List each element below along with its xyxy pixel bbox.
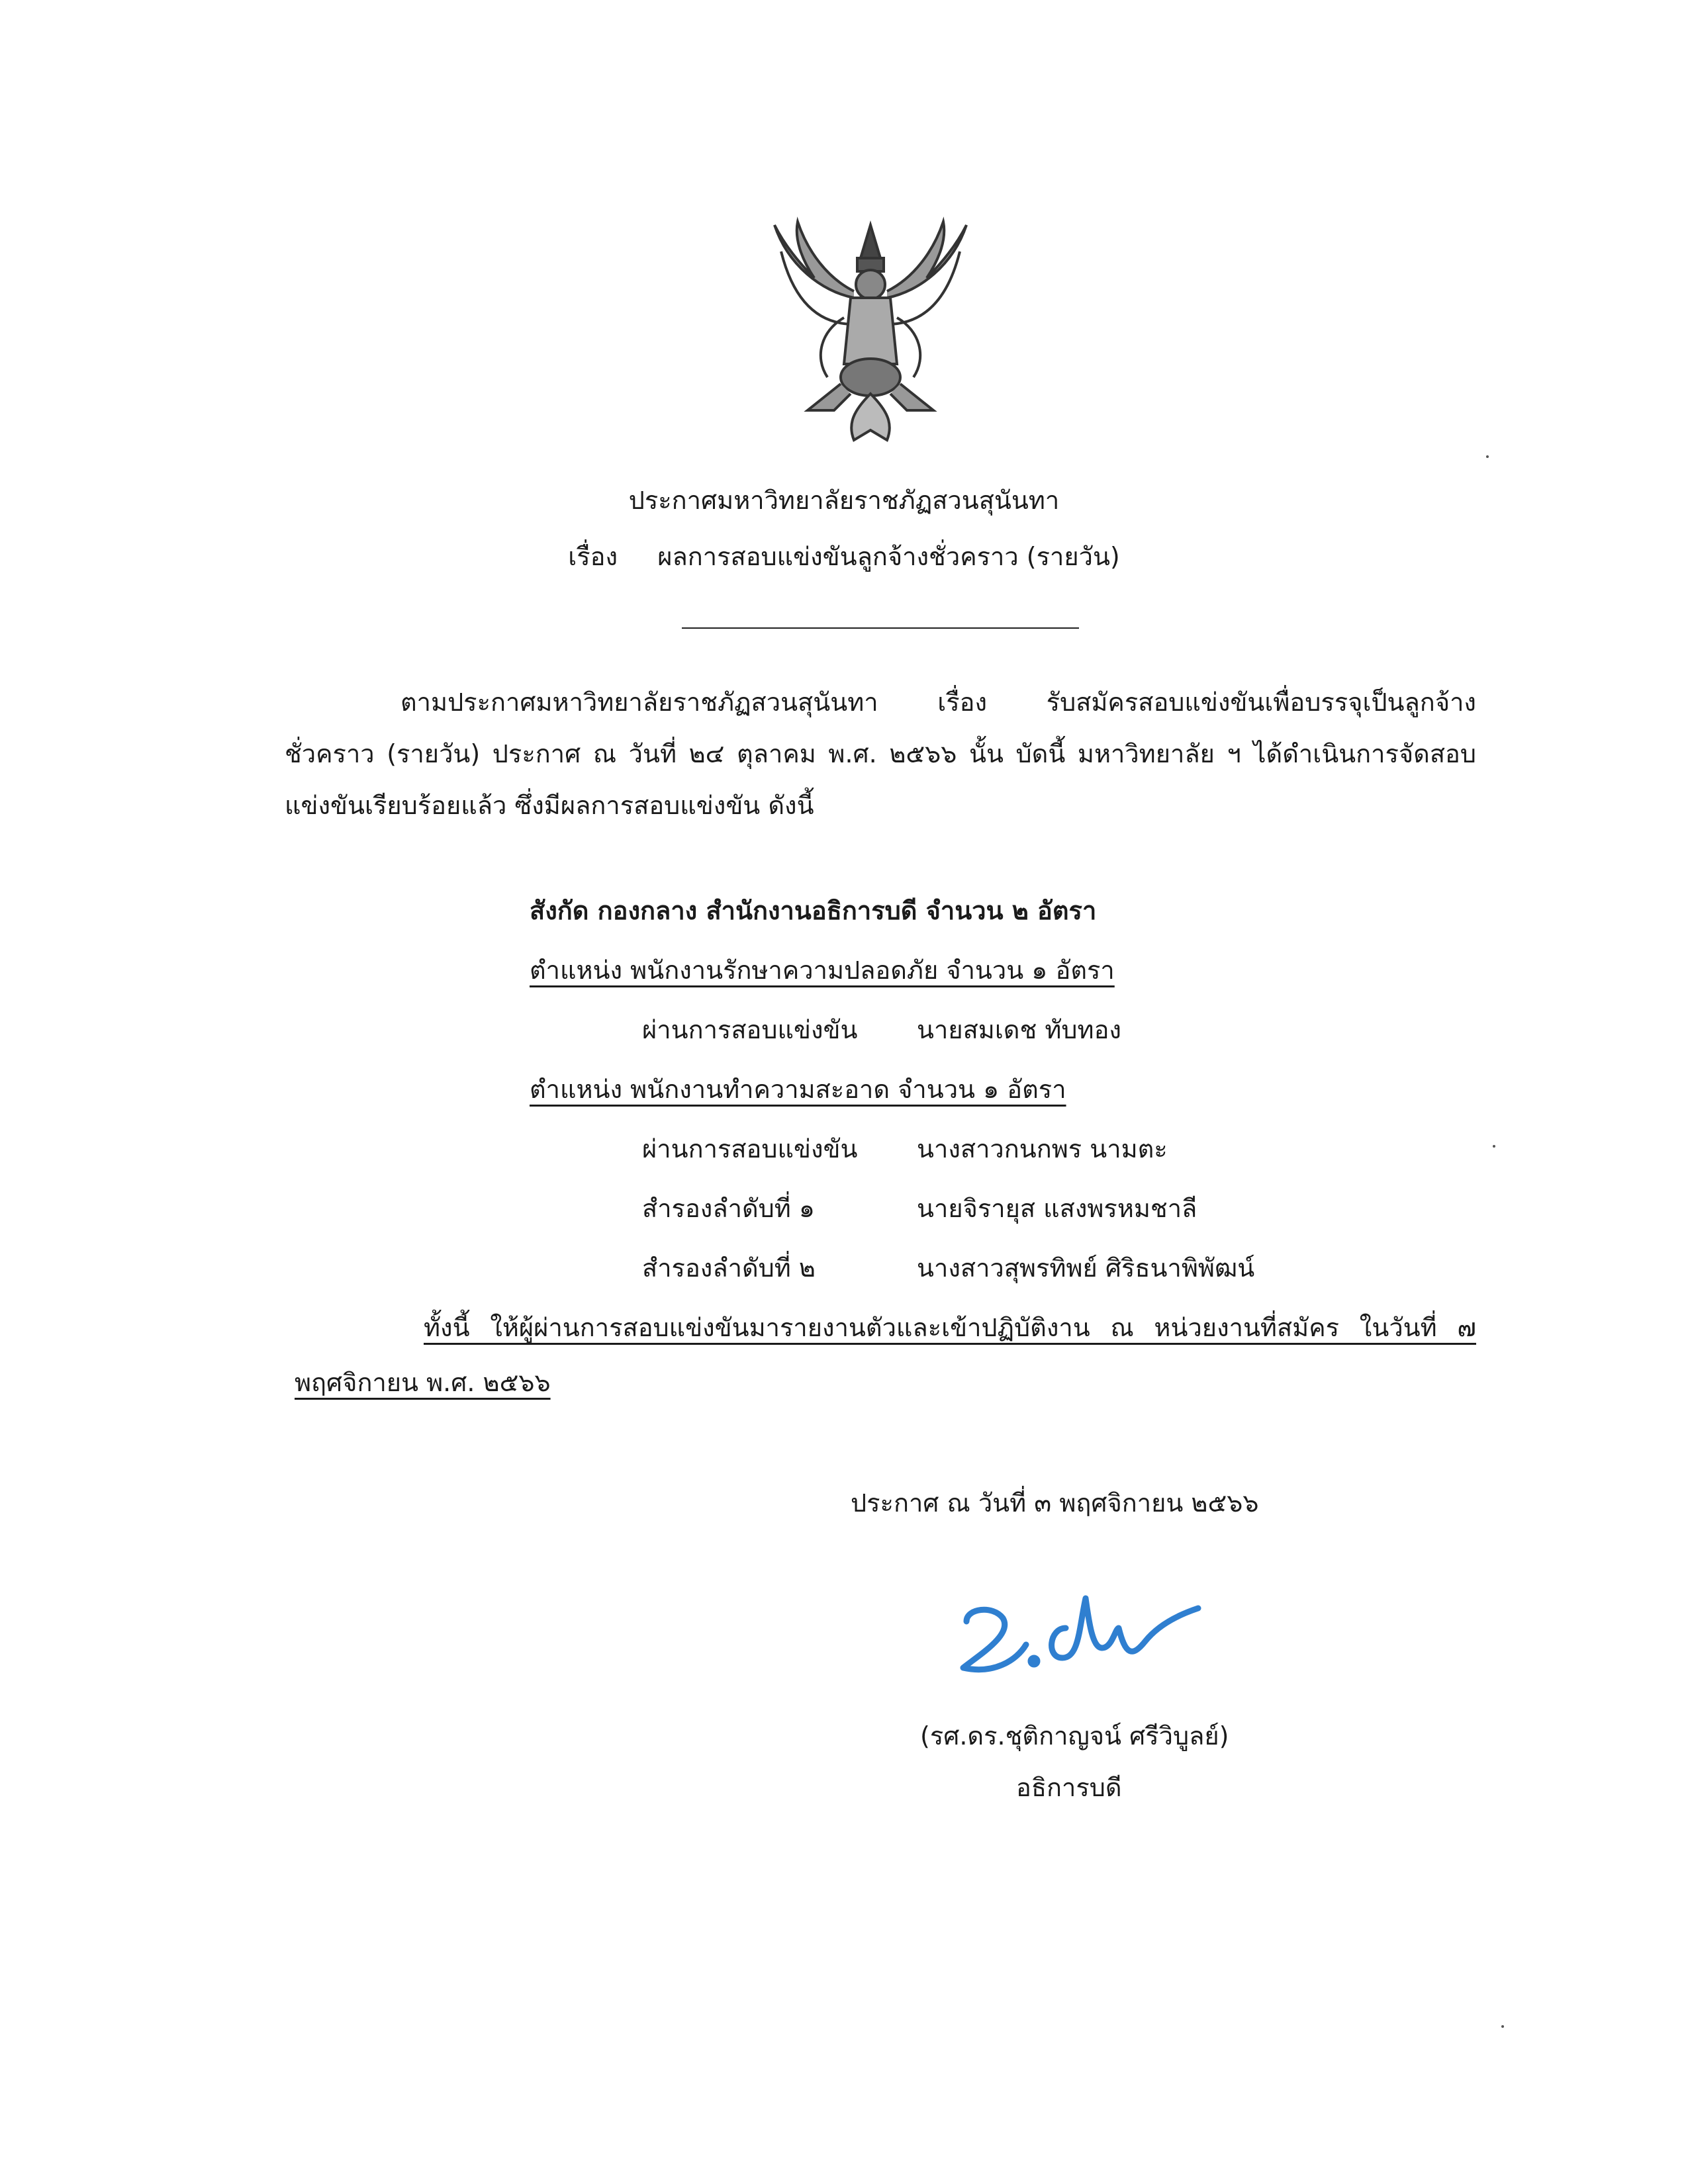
intro-line-3: แข่งขันเรียบร้อยแล้ว ซึ่งมีผลการสอบแข่งขัน ดังนี้: [285, 791, 814, 820]
subject-line: [0, 536, 1688, 576]
intro-line-1-b: เรื่อง: [937, 688, 988, 717]
position-title: ตำแหน่ง พนักงานรักษาความปลอดภัย จำนวน ๑ อัตรา: [530, 956, 1115, 985]
subject-label: เรื่อง: [568, 542, 618, 571]
result-name: นายสมเดช ทับทอง: [917, 1015, 1121, 1044]
result-status: ผ่านการสอบแข่งขัน: [642, 1015, 858, 1044]
intro-line-2: ชั่วคราว (รายวัน) ประกาศ ณ วันที่ ๒๔ ตุลาคม พ.ศ. ๒๕๖๖ นั้น บัดนี้ มหาวิทยาลัย ฯ ได้ดำเนินการจัดสอบ: [285, 739, 1476, 768]
result-name: นางสาวกนกพร นามตะ: [917, 1134, 1168, 1163]
header-divider: [682, 627, 1079, 629]
position-title: ตำแหน่ง พนักงานทำความสะอาด จำนวน ๑ อัตรา: [530, 1075, 1066, 1104]
document-title: ประกาศมหาวิทยาลัยราชภัฏสวนสุนันทา: [628, 486, 1060, 515]
handwritten-signature: [953, 1582, 1211, 1681]
signer-name: (รศ.ดร.ชุติกาญจน์ ศรีวิบูลย์): [920, 1721, 1229, 1751]
result-name: นายจิรายุส แสงพรหมชาลี: [917, 1194, 1197, 1223]
intro-line-1-a: ตามประกาศมหาวิทยาลัยราชภัฏสวนสุนันทา: [400, 688, 878, 717]
notice-line-2: พฤศจิกายน พ.ศ. ๒๕๖๖: [295, 1368, 551, 1397]
announce-date: ประกาศ ณ วันที่ ๓ พฤศจิกายน ๒๕๖๖: [851, 1488, 1259, 1518]
result-status: สำรองลำดับที่ ๑: [642, 1194, 815, 1223]
scan-speck: [1493, 1145, 1495, 1148]
result-name: นางสาวสุพรทิพย์ ศิริธนาพิพัฒน์: [917, 1253, 1255, 1283]
result-status: สำรองลำดับที่ ๒: [642, 1253, 816, 1283]
result-status: ผ่านการสอบแข่งขัน: [642, 1134, 858, 1163]
garuda-emblem: [761, 212, 980, 450]
unit-heading: สังกัด กองกลาง สำนักงานอธิการบดี จำนวน ๒ อัตรา: [530, 896, 1097, 925]
intro-line-1: [400, 682, 1476, 722]
signer-title: อธิการบดี: [1016, 1773, 1122, 1802]
intro-line-1-c: รับสมัครสอบแข่งขันเพื่อบรรจุเป็นลูกจ้าง: [1046, 688, 1476, 717]
scan-speck: [1486, 455, 1489, 458]
subject-text: ผลการสอบแข่งขันลูกจ้างชั่วคราว (รายวัน): [657, 542, 1120, 571]
scan-speck: [1501, 2025, 1504, 2028]
notice-line-1: ทั้งนี้ ให้ผู้ผ่านการสอบแข่งขันมารายงานตัวและเข้าปฏิบัติงาน ณ หน่วยงานที่สมัคร ในวันที่ ๗: [424, 1313, 1476, 1342]
